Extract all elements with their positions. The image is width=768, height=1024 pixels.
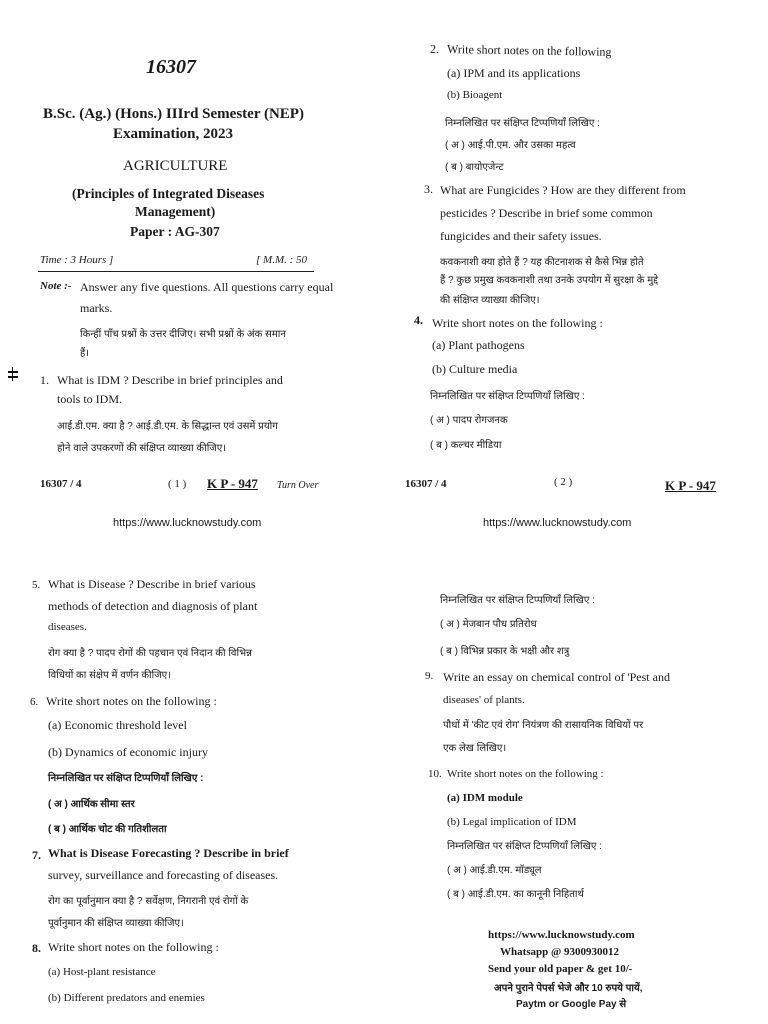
question-7-english-line-2: survey, surveillance and forecasting of diseases. — [48, 868, 279, 882]
paper-number: Paper : AG-307 — [130, 224, 220, 239]
footer-turn-over: Turn Over — [277, 480, 319, 491]
question-3-number: 3. — [424, 182, 433, 196]
question-5-english-line-1: What is Disease ? Describe in brief various — [48, 577, 256, 591]
course-title-line-2: Management) — [135, 204, 216, 219]
question-4-option-b: (b) Culture media — [432, 362, 518, 376]
margin-mark — [8, 376, 18, 378]
note-label: Note :- — [40, 280, 72, 292]
question-10-hindi-instruction: निम्नलिखित पर संक्षिप्त टिप्पणियाँ लिखिए : — [447, 841, 602, 852]
question-2-hindi-option-b: ( ब ) बायोएजेन्ट — [445, 162, 504, 173]
question-6-hindi-instruction: निम्नलिखित पर संक्षिप्त टिप्पणियाँ लिखिए : — [48, 773, 204, 784]
promo-whatsapp: Whatsapp @ 9300930012 — [500, 946, 620, 958]
question-2-title: Write short notes on the following — [446, 42, 612, 59]
question-9-english-line-1: Write an essay on chemical control of 'Pest and — [443, 670, 670, 684]
question-3-hindi-line-1: कवकनाशी क्या होते हैं ? यह कीटनाशक से कैसे भिन्न होते — [440, 257, 644, 268]
question-8-hindi-option-b: ( ब ) विभिन्न प्रकार के भक्षी और शत्रु — [440, 646, 570, 657]
promo-website[interactable]: https://www.lucknowstudy.com — [488, 929, 635, 941]
question-4-option-a: (a) Plant pathogens — [432, 338, 525, 352]
question-4-hindi-option-a: ( अ ) पादप रोगजनक — [430, 415, 508, 426]
question-7-number: 7. — [32, 848, 41, 862]
question-10-hindi-option-a: ( अ ) आई.डी.एम. मॉड्यूल — [447, 865, 542, 876]
question-6-option-b: (b) Dynamics of economic injury — [48, 745, 208, 759]
note-hindi-line-2: हैं। — [80, 348, 90, 359]
footer-code: 16307 / 4 — [405, 478, 447, 490]
website-url-left[interactable]: https://www.lucknowstudy.com — [113, 517, 262, 529]
margin-mark — [12, 367, 13, 381]
course-title-line-1: (Principles of Integrated Diseases — [72, 186, 265, 201]
question-1-english-line-1: What is IDM ? Describe in brief principles and — [57, 373, 283, 387]
website-url-right[interactable]: https://www.lucknowstudy.com — [483, 517, 632, 529]
question-9-hindi-line-2: एक लेख लिखिए। — [443, 743, 507, 754]
question-2-option-a: (a) IPM and its applications — [447, 66, 581, 80]
question-4-number: 4. — [414, 313, 423, 327]
question-1-hindi-line-2: होने वाले उपकरणों की संक्षिप्त व्याख्या कीजिए। — [57, 443, 227, 454]
question-5-hindi-line-2: विधियों का संक्षेप में वर्णन कीजिए। — [48, 670, 171, 681]
question-2-number: 2. — [429, 41, 440, 57]
question-6-hindi-option-a: ( अ ) आर्थिक सीमा स्तर — [48, 799, 135, 810]
question-9-number: 9. — [425, 670, 434, 682]
question-3-english-line-3: fungicides and their safety issues. — [440, 229, 602, 243]
question-7-english-line-1: What is Disease Forecasting ? Describe in brief — [48, 846, 289, 860]
question-10-title: Write short notes on the following : — [447, 768, 604, 780]
margin-mark — [8, 371, 18, 373]
question-6-option-a: (a) Economic threshold level — [48, 718, 187, 732]
footer-kp-code: K P - 947 — [207, 476, 258, 491]
examination-year: Examination, 2023 — [113, 126, 234, 142]
question-8-option-a: (a) Host-plant resistance — [48, 966, 156, 978]
question-2-hindi-option-a: ( अ ) आई.पी.एम. और उसका महत्व — [445, 140, 576, 151]
question-5-hindi-line-1: रोग क्या है ? पादप रोगों की पहचान एवं निदान की विभिन्न — [48, 648, 252, 659]
paper-code: 16307 — [146, 56, 196, 78]
question-4-hindi-instruction: निम्नलिखित पर संक्षिप्त टिप्पणियाँ लिखिए : — [430, 391, 585, 402]
question-10-option-b: (b) Legal implication of IDM — [447, 816, 577, 828]
question-3-hindi-line-3: की संक्षिप्त व्याख्या कीजिए। — [440, 295, 540, 306]
question-7-hindi-line-2: पूर्वानुमान की संक्षिप्त व्याख्या कीजिए। — [48, 918, 184, 929]
question-1-number: 1. — [40, 373, 49, 387]
promo-hindi: अपने पुराने पेपर्स भेजे और 10 रुपये पायें, — [494, 983, 643, 994]
question-10-hindi-option-b: ( ब ) आई.डी.एम. का कानूनी निहितार्थ — [447, 889, 584, 900]
question-8-title: Write short notes on the following : — [48, 940, 219, 954]
question-5-english-line-3: diseases. — [48, 621, 87, 633]
promo-send-paper: Send your old paper & get 10/- — [488, 963, 633, 975]
question-2-option-b: (b) Bioagent — [447, 89, 503, 101]
question-6-number: 6. — [30, 696, 39, 708]
question-1-english-line-2: tools to IDM. — [57, 392, 123, 406]
note-english-line-2: marks. — [80, 301, 113, 315]
note-hindi-line-1: किन्हीं पाँच प्रश्नों के उत्तर दीजिए। सभी प्रश्नों के अंक समान — [80, 329, 286, 340]
question-9-hindi-line-1: पौधों में 'कीट एवं रोग' नियंत्रण की रासायनिक विधियों पर — [443, 720, 644, 731]
question-2-hindi-instruction: निम्नलिखित पर संक्षिप्त टिप्पणियाँ लिखिए : — [445, 118, 600, 129]
question-8-number: 8. — [32, 941, 41, 955]
footer-page-number: ( 1 ) — [168, 478, 187, 490]
question-6-hindi-option-b: ( ब ) आर्थिक चोट की गतिशीलता — [48, 824, 167, 835]
degree-title: B.Sc. (Ag.) (Hons.) IIIrd Semester (NEP) — [43, 106, 304, 122]
footer-kp-code: K P - 947 — [665, 478, 716, 493]
question-8-option-b: (b) Different predators and enemies — [48, 992, 205, 1004]
question-4-hindi-option-b: ( ब ) कल्चर मीडिया — [430, 440, 502, 451]
note-english-line-1: Answer any five questions. All questions carry equal — [80, 280, 334, 294]
footer-code: 16307 / 4 — [40, 478, 82, 490]
question-8-hindi-instruction: निम्नलिखित पर संक्षिप्त टिप्पणियाँ लिखिए : — [440, 595, 595, 606]
question-7-hindi-line-1: रोग का पूर्वानुमान क्या है ? सर्वेक्षण, निगरानी एवं रोगों के — [48, 896, 249, 907]
exam-time: Time : 3 Hours ] — [40, 254, 114, 266]
question-5-number: 5. — [32, 579, 41, 591]
question-10-option-a: (a) IDM module — [447, 792, 523, 804]
question-10-number: 10. — [428, 768, 442, 780]
question-1-hindi-line-1: आई.डी.एम. क्या है ? आई.डी.एम. के सिद्धान्त एवं उसमें प्रयोग — [57, 421, 278, 432]
promo-payment: Paytm or Google Pay से — [516, 999, 627, 1010]
question-3-hindi-line-2: हैं ? कुछ प्रमुख कवकनाशी तथा उनके उपयोग में सुरक्षा के मुद्दे — [440, 275, 659, 286]
header-divider — [38, 271, 314, 272]
question-5-english-line-2: methods of detection and diagnosis of plant — [48, 599, 258, 613]
max-marks: [ M.M. : 50 — [256, 254, 308, 266]
question-4-title: Write short notes on the following : — [432, 316, 603, 330]
question-3-english-line-1: What are Fungicides ? How are they different from — [440, 183, 686, 197]
footer-page-number: ( 2 ) — [554, 476, 573, 488]
question-9-english-line-2: diseases' of plants. — [443, 694, 525, 706]
subject-title: AGRICULTURE — [123, 158, 228, 174]
question-3-english-line-2: pesticides ? Describe in brief some common — [440, 206, 653, 220]
question-8-hindi-option-a: ( अ ) मेजबान पौध प्रतिरोध — [440, 619, 537, 630]
question-6-title: Write short notes on the following : — [46, 694, 217, 708]
